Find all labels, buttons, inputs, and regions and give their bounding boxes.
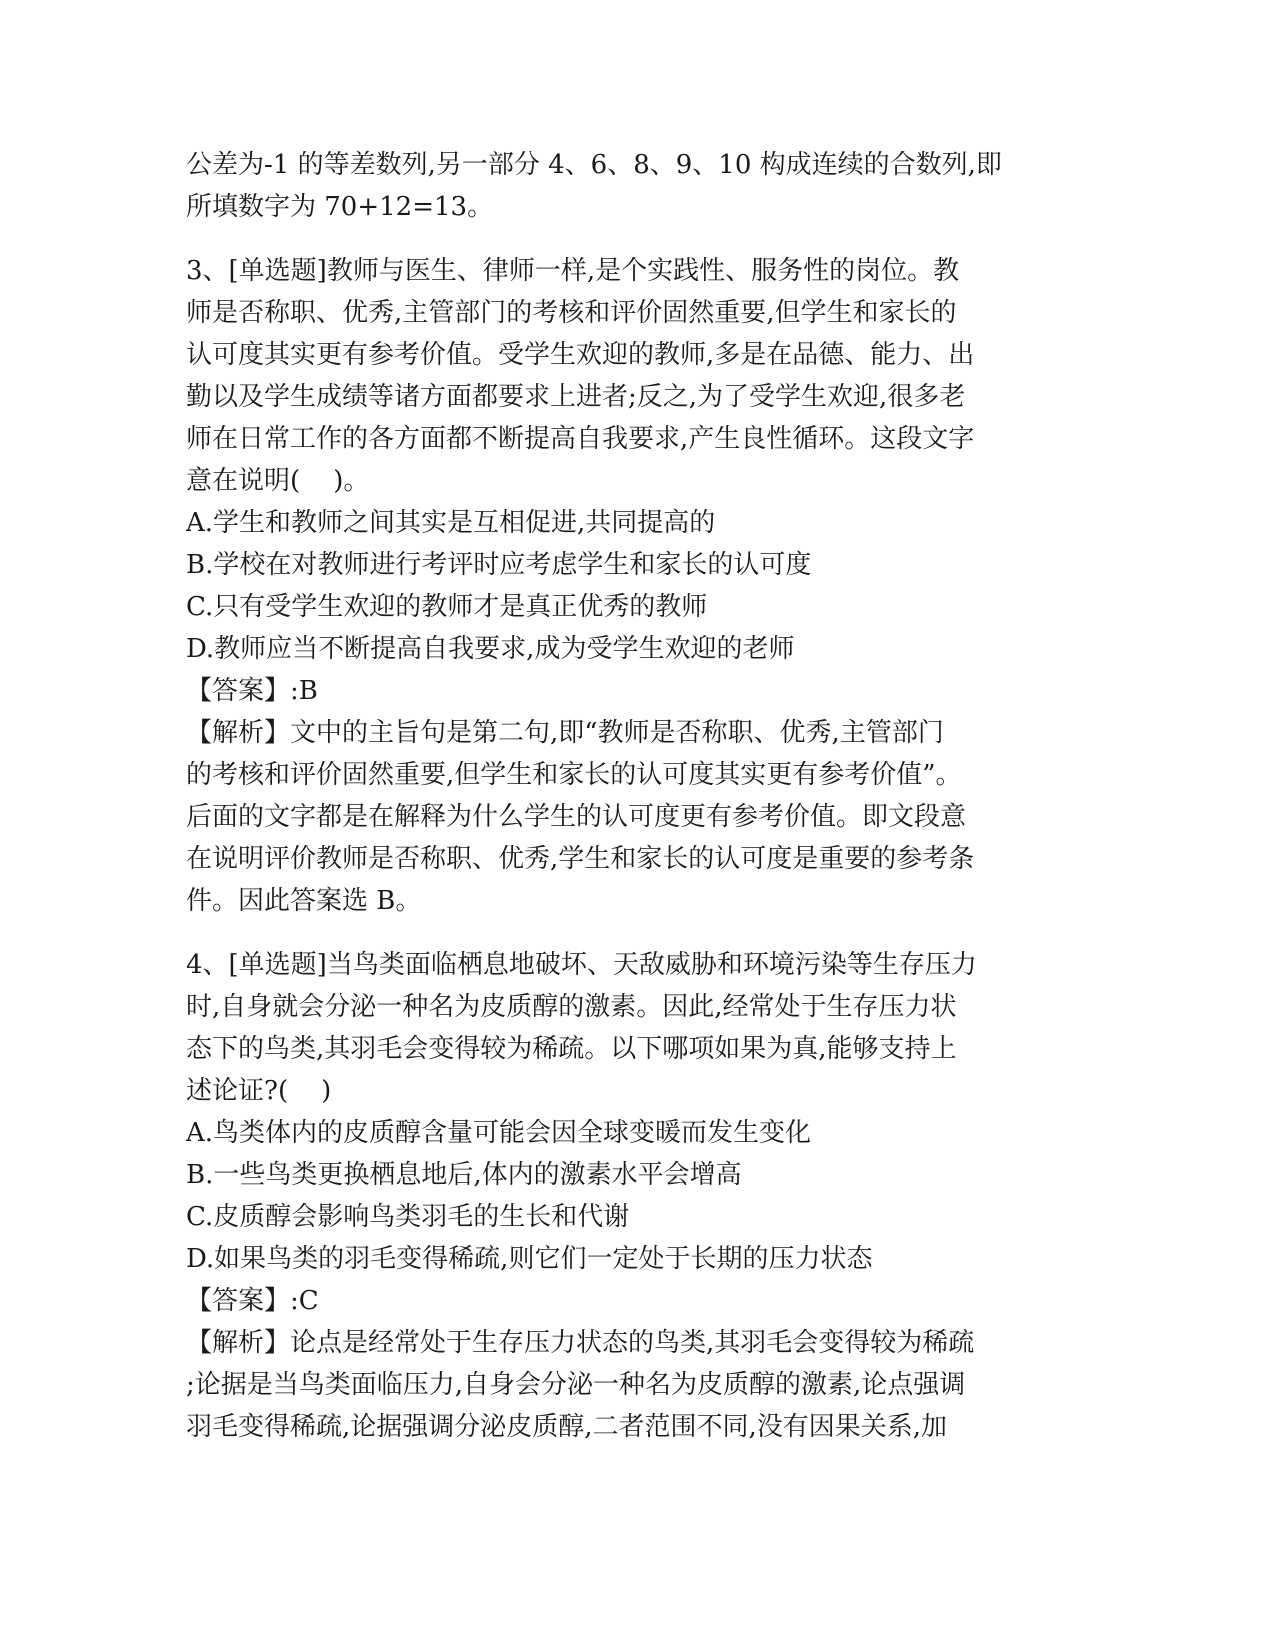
option-c: C.皮质醇会影响鸟类羽毛的生长和代谢: [186, 1202, 630, 1232]
stem-line: 意在说明( )。: [186, 466, 370, 496]
intro-line: 所填数字为 70+12=13。: [186, 192, 494, 222]
analysis-line: 在说明评价教师是否称职、优秀,学生和家长的认可度是重要的参考条: [186, 844, 975, 874]
intro-paragraph: [186, 144, 1086, 228]
stem-line: 师是否称职、优秀,主管部门的考核和评价固然重要,但学生和家长的: [186, 298, 957, 328]
stem-line: 态下的鸟类,其羽毛会变得较为稀疏。以下哪项如果为真,能够支持上: [186, 1034, 957, 1064]
option-c: C.只有受学生欢迎的教师才是真正优秀的教师: [186, 592, 708, 622]
intro-line: 公差为-1 的等差数列,另一部分 4、6、8、9、10 构成连续的合数列,即: [186, 150, 1002, 180]
option-d: D.如果鸟类的羽毛变得稀疏,则它们一定处于长期的压力状态: [186, 1244, 873, 1274]
analysis-line: 后面的文字都是在解释为什么学生的认可度更有参考价值。即文段意: [186, 802, 967, 832]
question-stem: [186, 944, 1086, 1112]
analysis: [186, 712, 1086, 922]
analysis-line: 件。因此答案选 B。: [186, 886, 422, 916]
answer-line: 【答案】:C: [186, 1286, 319, 1316]
document-page: [186, 144, 1086, 1448]
question-options: [186, 1112, 1086, 1280]
stem-line: 时,自身就会分泌一种名为皮质醇的激素。因此,经常处于生存压力状: [186, 992, 957, 1022]
stem-line: 述论证?( ): [186, 1076, 332, 1106]
option-b: B.学校在对教师进行考评时应考虑学生和家长的认可度: [186, 550, 812, 580]
question-3: [186, 250, 1086, 922]
question-options: [186, 502, 1086, 670]
option-b: B.一些鸟类更换栖息地后,体内的激素水平会增高: [186, 1160, 742, 1190]
option-d: D.教师应当不断提高自我要求,成为受学生欢迎的老师: [186, 634, 795, 664]
analysis: [186, 1322, 1086, 1448]
stem-line: 3、[单选题]教师与医生、律师一样,是个实践性、服务性的岗位。教: [186, 256, 960, 286]
analysis-line: 【解析】文中的主旨句是第二句,即“教师是否称职、优秀,主管部门: [186, 718, 944, 748]
analysis-line: 羽毛变得稀疏,论据强调分泌皮质醇,二者范围不同,没有因果关系,加: [186, 1412, 948, 1442]
stem-line: 勤以及学生成绩等诸方面都要求上进者;反之,为了受学生欢迎,很多老: [186, 382, 966, 412]
analysis-line: 【解析】论点是经常处于生存压力状态的鸟类,其羽毛会变得较为稀疏: [186, 1328, 975, 1358]
answer-line: 【答案】:B: [186, 676, 318, 706]
analysis-line: ;论据是当鸟类面临压力,自身会分泌一种名为皮质醇的激素,论点强调: [186, 1370, 966, 1400]
stem-line: 4、[单选题]当鸟类面临栖息地破坏、天敌威胁和环境污染等生存压力: [186, 950, 977, 980]
option-a: A.学生和教师之间其实是互相促进,共同提高的: [186, 508, 716, 538]
question-4: [186, 944, 1086, 1448]
stem-line: 认可度其实更有参考价值。受学生欢迎的教师,多是在品德、能力、出: [186, 340, 975, 370]
stem-line: 师在日常工作的各方面都不断提高自我要求,产生良性循环。这段文字: [186, 424, 975, 454]
option-a: A.鸟类体内的皮质醇含量可能会因全球变暖而发生变化: [186, 1118, 812, 1148]
analysis-line: 的考核和评价固然重要,但学生和家长的认可度其实更有参考价值”。: [186, 760, 962, 790]
question-stem: [186, 250, 1086, 502]
